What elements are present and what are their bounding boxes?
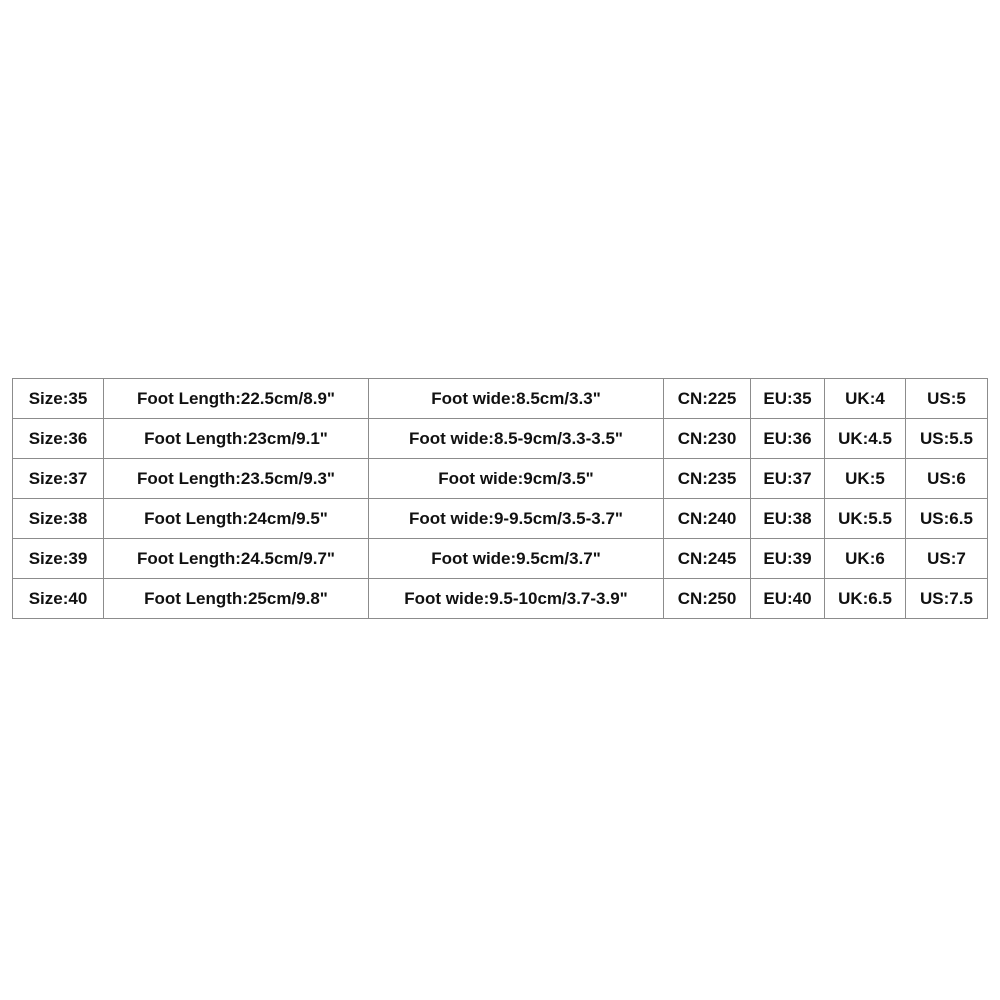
uk-size-cell: UK:6 <box>825 539 906 579</box>
us-size-cell: US:5 <box>906 379 988 419</box>
size-cell: Size:40 <box>13 579 104 619</box>
table-row <box>13 499 988 539</box>
uk-size-cell: UK:4 <box>825 379 906 419</box>
foot-length-cell: Foot Length:24.5cm/9.7" <box>104 539 369 579</box>
uk-size-cell: UK:5.5 <box>825 499 906 539</box>
table-row <box>13 459 988 499</box>
size-cell: Size:39 <box>13 539 104 579</box>
foot-length-cell: Foot Length:22.5cm/8.9" <box>104 379 369 419</box>
us-size-cell: US:7.5 <box>906 579 988 619</box>
foot-width-cell: Foot wide:8.5-9cm/3.3-3.5" <box>369 419 664 459</box>
uk-size-cell: UK:5 <box>825 459 906 499</box>
foot-width-cell: Foot wide:8.5cm/3.3" <box>369 379 664 419</box>
foot-width-cell: Foot wide:9cm/3.5" <box>369 459 664 499</box>
foot-width-cell: Foot wide:9.5-10cm/3.7-3.9" <box>369 579 664 619</box>
cn-size-cell: CN:240 <box>664 499 751 539</box>
us-size-cell: US:6.5 <box>906 499 988 539</box>
us-size-cell: US:6 <box>906 459 988 499</box>
table-row <box>13 539 988 579</box>
foot-length-cell: Foot Length:24cm/9.5" <box>104 499 369 539</box>
foot-length-cell: Foot Length:23.5cm/9.3" <box>104 459 369 499</box>
eu-size-cell: EU:40 <box>751 579 825 619</box>
cn-size-cell: CN:235 <box>664 459 751 499</box>
foot-width-cell: Foot wide:9-9.5cm/3.5-3.7" <box>369 499 664 539</box>
eu-size-cell: EU:37 <box>751 459 825 499</box>
eu-size-cell: EU:36 <box>751 419 825 459</box>
foot-length-cell: Foot Length:25cm/9.8" <box>104 579 369 619</box>
eu-size-cell: EU:39 <box>751 539 825 579</box>
table-row <box>13 379 988 419</box>
size-cell: Size:36 <box>13 419 104 459</box>
foot-length-cell: Foot Length:23cm/9.1" <box>104 419 369 459</box>
cn-size-cell: CN:225 <box>664 379 751 419</box>
us-size-cell: US:5.5 <box>906 419 988 459</box>
eu-size-cell: EU:38 <box>751 499 825 539</box>
size-chart-table <box>12 378 988 619</box>
uk-size-cell: UK:6.5 <box>825 579 906 619</box>
eu-size-cell: EU:35 <box>751 379 825 419</box>
table-row <box>13 579 988 619</box>
size-chart-body <box>13 379 988 619</box>
cn-size-cell: CN:250 <box>664 579 751 619</box>
cn-size-cell: CN:245 <box>664 539 751 579</box>
uk-size-cell: UK:4.5 <box>825 419 906 459</box>
foot-width-cell: Foot wide:9.5cm/3.7" <box>369 539 664 579</box>
size-cell: Size:35 <box>13 379 104 419</box>
us-size-cell: US:7 <box>906 539 988 579</box>
table-row <box>13 419 988 459</box>
size-cell: Size:38 <box>13 499 104 539</box>
cn-size-cell: CN:230 <box>664 419 751 459</box>
size-cell: Size:37 <box>13 459 104 499</box>
